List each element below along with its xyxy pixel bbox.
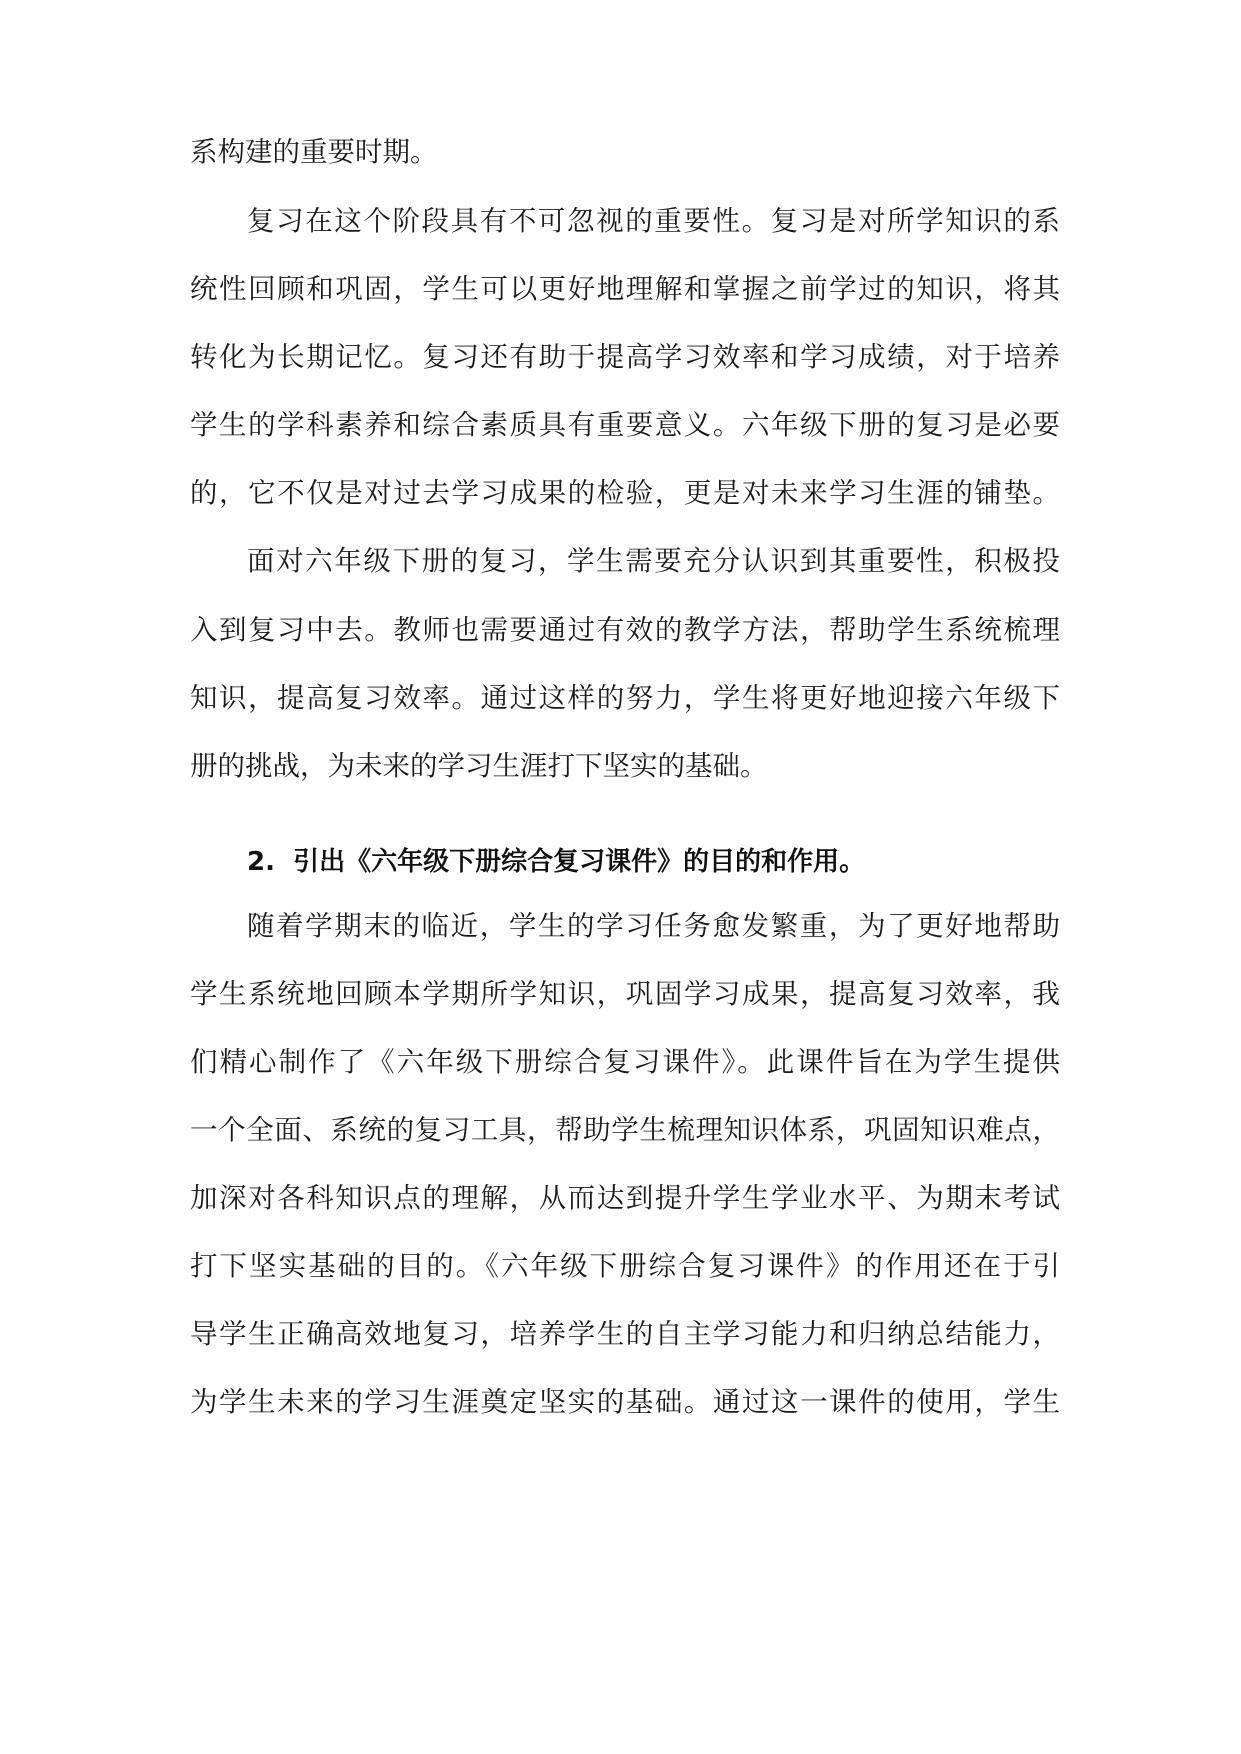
section-heading [247,842,865,882]
paragraph-line: 打下坚实基础的目的。《六年级下册综合复习课件》的作用还在于引 [190,1250,1060,1282]
paragraph-line: 加深对各科知识点的理解，从而达到提升学生学业水平、为期末考试 [190,1182,1060,1214]
paragraph-line: 随着学期末的临近，学生的学习任务愈发繁重，为了更好地帮助 [247,910,1060,942]
paragraph-line: 们精心制作了《六年级下册综合复习课件》。此课件旨在为学生提供 [190,1046,1060,1078]
paragraph-line: 册的挑战，为未来的学习生涯打下坚实的基础。 [190,750,768,782]
paragraph-line: 入到复习中去。教师也需要通过有效的教学方法，帮助学生系统梳理 [190,614,1060,646]
section-title: 引出《六年级下册综合复习课件》的目的和作用。 [293,847,866,877]
section-number: 2. [247,847,275,877]
paragraph-line: 导学生正确高效地复习，培养学生的自主学习能力和归纳总结能力， [190,1318,1060,1350]
paragraph-line: 面对六年级下册的复习，学生需要充分认识到其重要性，积极投 [247,545,1060,577]
paragraph-line: 统性回顾和巩固，学生可以更好地理解和掌握之前学过的知识，将其 [190,273,1060,305]
paragraph-line: 学生系统地回顾本学期所学知识，巩固学习成果，提高复习效率，我 [190,978,1060,1010]
paragraph-line: 转化为长期记忆。复习还有助于提高学习效率和学习成绩，对于培养 [190,341,1060,373]
paragraph-line: 系构建的重要时期。 [190,136,438,168]
paragraph-line: 知识，提高复习效率。通过这样的努力，学生将更好地迎接六年级下 [190,682,1060,714]
paragraph-line: 为学生未来的学习生涯奠定坚实的基础。通过这一课件的使用，学生 [190,1386,1060,1418]
paragraph-line: 的，它不仅是对过去学习成果的检验，更是对未来学习生涯的铺垫。 [190,477,1060,509]
paragraph-line: 一个全面、系统的复习工具，帮助学生梳理知识体系，巩固知识难点， [190,1114,1060,1146]
paragraph-line: 复习在这个阶段具有不可忽视的重要性。复习是对所学知识的系 [247,205,1060,237]
paragraph-line: 学生的学科素养和综合素质具有重要意义。六年级下册的复习是必要 [190,409,1060,441]
